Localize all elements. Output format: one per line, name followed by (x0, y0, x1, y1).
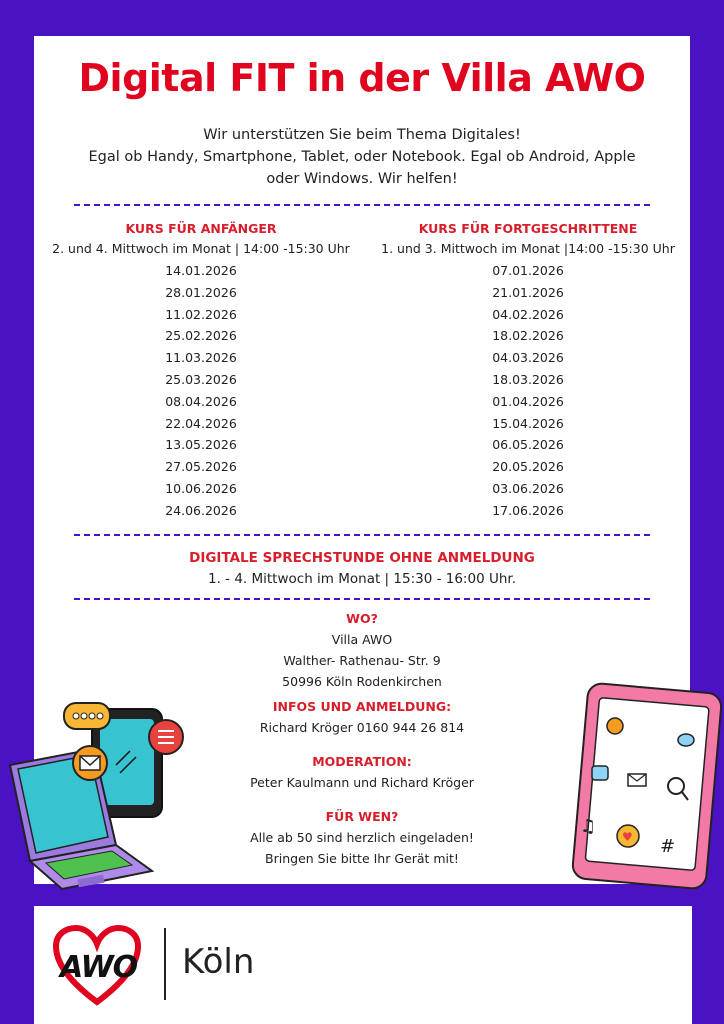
advanced-heading: KURS FÜR FORTGESCHRITTENE (418, 221, 638, 236)
where-line-1: Villa AWO (331, 632, 393, 647)
heart-icon (617, 825, 639, 847)
date-item: 25.02.2026 (165, 328, 237, 344)
date-item: 11.03.2026 (165, 350, 237, 366)
date-item: 03.06.2026 (492, 480, 564, 496)
date-item: 04.02.2026 (492, 306, 564, 322)
hashtag-icon (660, 836, 675, 857)
advanced-schedule: 1. und 3. Mittwoch im Monat |14:00 -15:30 Uhr (381, 241, 675, 256)
date-item: 20.05.2026 (492, 459, 564, 475)
date-item: 22.04.2026 (165, 415, 237, 431)
chat-bubble-icon (149, 720, 183, 754)
intro-line-2: Egal ob Handy, Smartphone, Tablet, oder Notebook. Egal ob Android, Apple (88, 149, 636, 165)
moderation-heading: MODERATION: (312, 754, 412, 769)
consultation-schedule: 1. - 4. Mittwoch im Monat | 15:30 - 16:00 Uhr. (207, 571, 516, 587)
music-note-icon (580, 816, 596, 837)
date-item: 17.06.2026 (492, 502, 564, 518)
thumbs-up-icon (592, 766, 608, 780)
date-item: 27.05.2026 (165, 459, 237, 475)
divider (74, 204, 650, 206)
date-item: 15.04.2026 (492, 415, 564, 431)
svg-text:#: # (660, 836, 676, 857)
date-item: 06.05.2026 (492, 437, 564, 453)
consultation-section (34, 548, 690, 590)
date-item: 28.01.2026 (165, 284, 237, 300)
chat-bubble-icon (64, 703, 110, 729)
mail-icon (628, 774, 646, 786)
devices-illustration (4, 695, 204, 895)
consultation-heading: DIGITALE SPRECHSTUNDE OHNE ANMELDUNG (189, 550, 535, 566)
date-item: 10.06.2026 (165, 480, 237, 496)
date-item: 18.03.2026 (492, 371, 564, 387)
info-contact: Richard Kröger 0160 944 26 814 (259, 720, 465, 735)
intro-text (54, 124, 670, 190)
where-line-2: Walther- Rathenau- Str. 9 (283, 653, 441, 668)
date-item: 08.04.2026 (165, 393, 237, 409)
where-heading: WO? (346, 611, 378, 626)
location-pin-icon (607, 718, 623, 734)
page-title: Digital FIT in der Villa AWO (78, 56, 646, 100)
date-item: 07.01.2026 (492, 263, 564, 278)
mail-icon (73, 746, 107, 780)
forwhom-line-1: Alle ab 50 sind herzlich eingeladen! (250, 830, 474, 845)
date-item: 21.01.2026 (492, 284, 564, 300)
beginner-heading: KURS FÜR ANFÄNGER (125, 221, 277, 236)
info-heading: INFOS UND ANMELDUNG: (272, 699, 452, 714)
where-line-3: 50996 Köln Rodenkirchen (282, 674, 442, 689)
beginner-course (36, 220, 366, 522)
moderation-names: Peter Kaulmann und Richard Kröger (250, 775, 474, 790)
bird-icon (678, 734, 694, 746)
advanced-dates (366, 260, 690, 522)
date-item: 14.01.2026 (165, 263, 237, 278)
logo-city: Köln (182, 942, 255, 982)
svg-text:♫: ♫ (580, 816, 597, 837)
divider (74, 534, 650, 536)
date-item: 04.03.2026 (492, 350, 564, 366)
intro-line-3: oder Windows. Wir helfen! (266, 171, 458, 187)
date-item: 25.03.2026 (165, 371, 237, 387)
beginner-schedule: 2. und 4. Mittwoch im Monat | 14:00 -15:30 Uhr (52, 241, 350, 256)
intro-line-1: Wir unterstützen Sie beim Thema Digitales! (203, 127, 521, 143)
date-item: 01.04.2026 (492, 393, 564, 409)
logo-divider (164, 928, 166, 1000)
date-item: 24.06.2026 (165, 502, 237, 518)
forwhom-line-2: Bringen Sie bitte Ihr Gerät mit! (265, 851, 459, 866)
logo-text: AWO (60, 950, 138, 985)
advanced-course (366, 220, 690, 522)
tablet-icon (572, 683, 723, 890)
date-item: 11.02.2026 (165, 306, 237, 322)
svg-text:♥: ♥ (622, 830, 633, 844)
footer (34, 906, 692, 1024)
date-item: 18.02.2026 (492, 328, 564, 344)
forwhom-heading: FÜR WEN? (325, 809, 399, 824)
date-item: 13.05.2026 (165, 437, 237, 453)
divider (74, 598, 650, 600)
tablet-illustration (560, 668, 724, 898)
beginner-dates (36, 260, 366, 522)
